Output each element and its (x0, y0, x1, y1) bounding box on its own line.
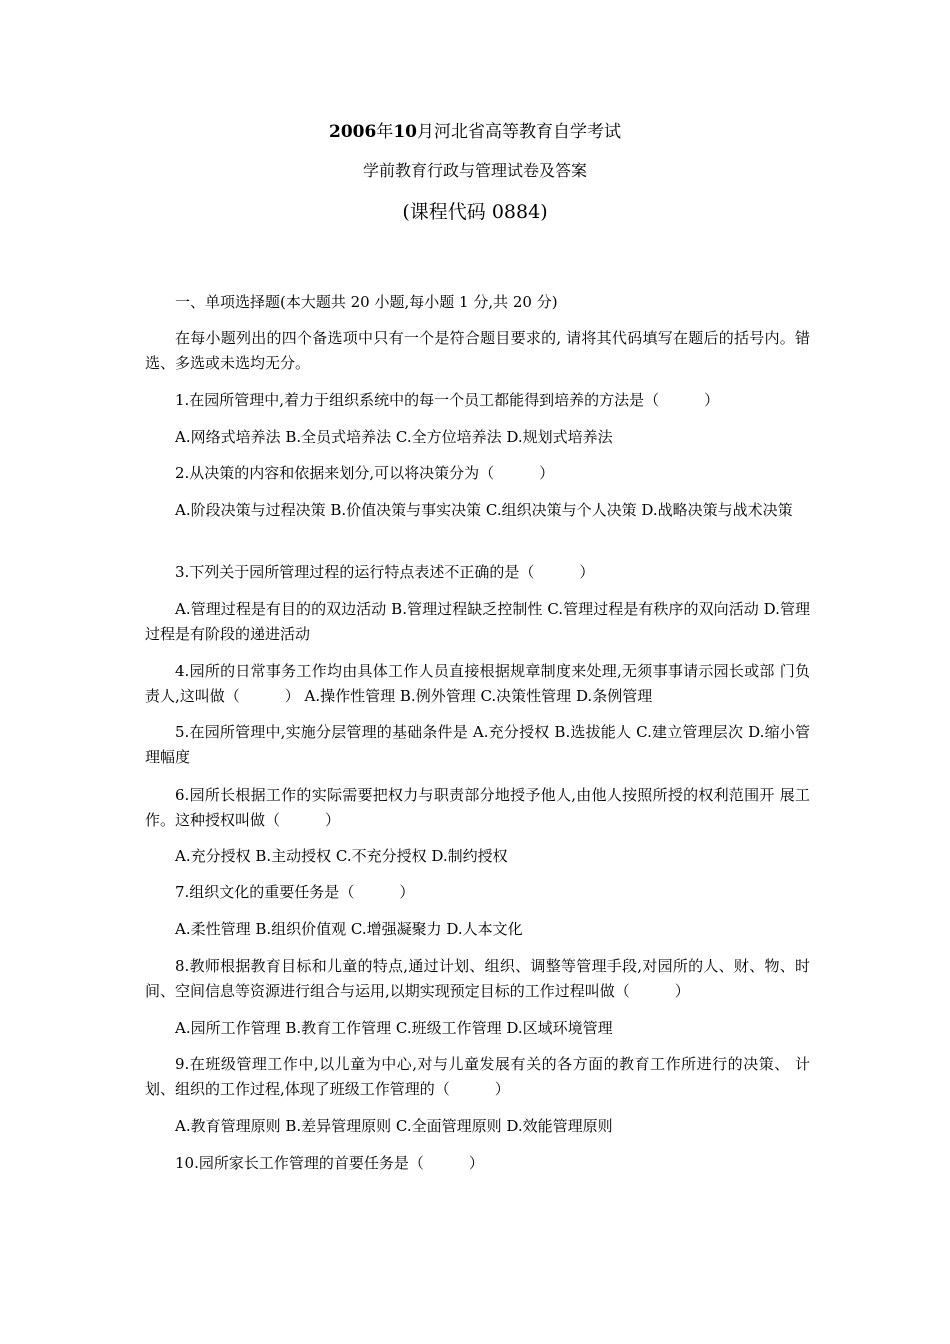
question-line (145, 783, 810, 832)
question-text: 3.下列关于园所管理过程的运行特点表述不正确的是（ ） (175, 563, 595, 581)
options-text: A.网络式培养法 B.全员式培养法 C.全方位培养法 D.规划式培养法 (175, 428, 613, 446)
exam-subtitle: 学前教育行政与管理试卷及答案 (362, 161, 587, 180)
question-line (145, 560, 810, 585)
title-rest: 月河北省高等教育自学考试 (417, 122, 621, 142)
title-year-suffix: 年 (376, 122, 394, 142)
question-line (145, 388, 810, 413)
question-text: 8.教师根据教育目标和儿童的特点,通过计划、组织、调整等管理手段,对园所的人、财、物、时 间、空间信息等资源进行组合与运用,以期实现预定目标的工作过程叫做（ ） (145, 957, 810, 1000)
options-text: A.柔性管理 B.组织价值观 C.增强凝聚力 D.人本文化 (175, 920, 523, 938)
question-text: 5.在园所管理中,实施分层管理的基础条件是 A.充分授权 B.选拔能人 C.建立管理层次 D.缩小管理幅度 (145, 723, 810, 766)
question-text: 2.从决策的内容和依据来划分,可以将决策分为（ ） (175, 464, 555, 482)
options-line (145, 844, 810, 869)
options-line (145, 1114, 810, 1139)
section-instructions (145, 326, 810, 375)
question-line (145, 461, 810, 486)
options-text: A.阶段决策与过程决策 B.价值决策与事实决策 C.组织决策与个人决策 D.战略决策与战术决策 (175, 501, 793, 519)
question-line (145, 720, 810, 769)
exam-title (0, 121, 950, 143)
question-text: 7.组织文化的重要任务是（ ） (175, 883, 415, 901)
question-text: 10.园所家长工作管理的首要任务是（ ） (175, 1154, 484, 1172)
question-line (145, 659, 810, 708)
options-line (145, 425, 810, 450)
question-text: 6.园所长根据工作的实际需要把权力与职责部分地授予他人,由他人按照所授的权利范围开 展工作。这种授权叫做（ ） (145, 786, 810, 829)
title-month: 10 (393, 122, 417, 142)
question-text: 1.在园所管理中,着力于组织系统中的每一个员工都能得到培养的方法是（ ） (175, 391, 720, 409)
options-line (145, 597, 810, 646)
question-text: 4.园所的日常事务工作均由具体工作人员直接根据规章制度来处理,无须事事请示园长或部 门负责人,这叫做（ ） A.操作性管理 B.例外管理 C.决策性管理 D.条例管理 (145, 662, 810, 705)
instructions-text: 在每小题列出的四个备选项中只有一个是符合题目要求的, 请将其代码填写在题后的括号内。错选、多选或未选均无分。 (145, 329, 810, 372)
question-line (145, 1151, 810, 1176)
question-line (145, 1052, 810, 1101)
question-text: 9.在班级管理工作中,以儿童为中心,对与儿童发展有关的各方面的教育工作所进行的决策、 计划、组织的工作过程,体现了班级工作管理的（ ） (145, 1055, 810, 1098)
title-year: 2006 (329, 122, 377, 142)
options-text: A.管理过程是有目的的双边活动 B.管理过程缺乏控制性 C.管理过程是有秩序的双向活动 D.管理过程是有阶段的递进活动 (145, 600, 810, 643)
question-line (145, 880, 810, 905)
options-text: A.园所工作管理 B.教育工作管理 C.班级工作管理 D.区域环境管理 (175, 1019, 613, 1037)
options-line (145, 917, 810, 942)
options-line (145, 1016, 810, 1041)
options-text: A.教育管理原则 B.差异管理原则 C.全面管理原则 D.效能管理原则 (175, 1117, 613, 1135)
options-text: A.充分授权 B.主动授权 C.不充分授权 D.制约授权 (175, 847, 508, 865)
section-heading (145, 290, 810, 315)
course-code: (课程代码 0884) (402, 201, 548, 223)
question-line (145, 954, 810, 1003)
section-heading-text: 一、单项选择题(本大题共 20 小题,每小题 1 分,共 20 分) (175, 293, 558, 311)
options-line (145, 498, 810, 523)
